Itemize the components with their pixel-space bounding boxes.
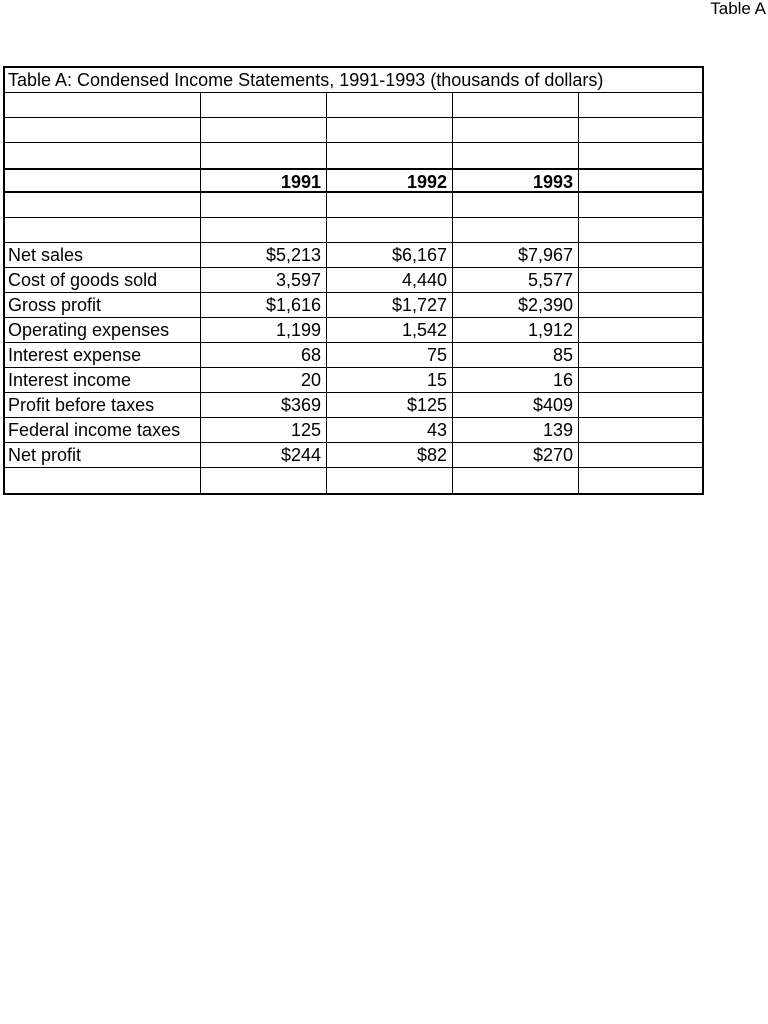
row-label: Net profit <box>5 443 201 467</box>
year-header-row <box>5 168 702 193</box>
empty-cell <box>5 93 201 117</box>
value-1991: $244 <box>201 443 327 467</box>
table-row <box>5 368 702 393</box>
empty-row <box>5 143 702 168</box>
value-1991: $5,213 <box>201 243 327 267</box>
empty-cell <box>453 93 579 117</box>
value-1991: 1,199 <box>201 318 327 342</box>
empty-cell <box>201 93 327 117</box>
empty-cell <box>453 193 579 217</box>
empty-cell <box>579 143 702 168</box>
value-1993: $7,967 <box>453 243 579 267</box>
value-1992: 15 <box>327 368 453 392</box>
value-1992: 43 <box>327 418 453 442</box>
table-row <box>5 393 702 418</box>
empty-cell <box>579 393 702 417</box>
table-row <box>5 343 702 368</box>
value-1991: $1,616 <box>201 293 327 317</box>
empty-cell <box>327 118 453 142</box>
empty-cell <box>579 343 702 367</box>
value-1992: $82 <box>327 443 453 467</box>
year-header-1992: 1992 <box>327 170 453 191</box>
empty-cell <box>327 218 453 242</box>
value-1992: $1,727 <box>327 293 453 317</box>
table-row <box>5 243 702 268</box>
row-label: Gross profit <box>5 293 201 317</box>
row-label: Net sales <box>5 243 201 267</box>
empty-cell <box>579 443 702 467</box>
empty-cell <box>579 193 702 217</box>
empty-row <box>5 218 702 243</box>
empty-row <box>5 193 702 218</box>
empty-cell <box>453 143 579 168</box>
table-row <box>5 443 702 468</box>
empty-cell <box>5 218 201 242</box>
empty-cell <box>327 93 453 117</box>
empty-cell <box>201 118 327 142</box>
row-label: Profit before taxes <box>5 393 201 417</box>
empty-row <box>5 118 702 143</box>
value-1993: 85 <box>453 343 579 367</box>
empty-row <box>5 468 702 493</box>
empty-cell <box>579 118 702 142</box>
value-1991: 68 <box>201 343 327 367</box>
value-1993: $2,390 <box>453 293 579 317</box>
empty-cell <box>5 118 201 142</box>
value-1993: 139 <box>453 418 579 442</box>
value-1991: 125 <box>201 418 327 442</box>
value-1992: 75 <box>327 343 453 367</box>
empty-cell <box>579 418 702 442</box>
empty-cell <box>5 170 201 191</box>
empty-cell <box>579 368 702 392</box>
value-1993: $270 <box>453 443 579 467</box>
year-header-1991: 1991 <box>201 170 327 191</box>
year-header-1993: 1993 <box>453 170 579 191</box>
empty-cell <box>453 468 579 493</box>
empty-cell <box>453 118 579 142</box>
empty-cell <box>579 468 702 493</box>
empty-cell <box>5 193 201 217</box>
empty-cell <box>453 218 579 242</box>
row-label: Interest expense <box>5 343 201 367</box>
empty-cell <box>579 170 702 191</box>
corner-label: Table A <box>710 0 766 18</box>
value-1991: 3,597 <box>201 268 327 292</box>
value-1993: $409 <box>453 393 579 417</box>
value-1993: 5,577 <box>453 268 579 292</box>
value-1993: 16 <box>453 368 579 392</box>
income-statement-table <box>3 66 704 495</box>
table-row <box>5 268 702 293</box>
table-title: Table A: Condensed Income Statements, 1991-1993 (thousands of dollars) <box>5 68 702 93</box>
empty-cell <box>327 193 453 217</box>
empty-cell <box>579 243 702 267</box>
row-label: Interest income <box>5 368 201 392</box>
empty-row <box>5 93 702 118</box>
row-label: Cost of goods sold <box>5 268 201 292</box>
value-1992: $6,167 <box>327 243 453 267</box>
table-row <box>5 318 702 343</box>
empty-cell <box>201 218 327 242</box>
value-1991: 20 <box>201 368 327 392</box>
empty-cell <box>201 193 327 217</box>
empty-cell <box>579 318 702 342</box>
value-1992: 4,440 <box>327 268 453 292</box>
empty-cell <box>201 468 327 493</box>
empty-cell <box>327 143 453 168</box>
value-1992: $125 <box>327 393 453 417</box>
empty-cell <box>5 143 201 168</box>
row-label: Federal income taxes <box>5 418 201 442</box>
value-1991: $369 <box>201 393 327 417</box>
empty-cell <box>5 468 201 493</box>
value-1992: 1,542 <box>327 318 453 342</box>
table-row <box>5 418 702 443</box>
table-row <box>5 293 702 318</box>
empty-cell <box>579 268 702 292</box>
empty-cell <box>579 218 702 242</box>
empty-cell <box>201 143 327 168</box>
empty-cell <box>327 468 453 493</box>
value-1993: 1,912 <box>453 318 579 342</box>
empty-cell <box>579 293 702 317</box>
row-label: Operating expenses <box>5 318 201 342</box>
empty-cell <box>579 93 702 117</box>
